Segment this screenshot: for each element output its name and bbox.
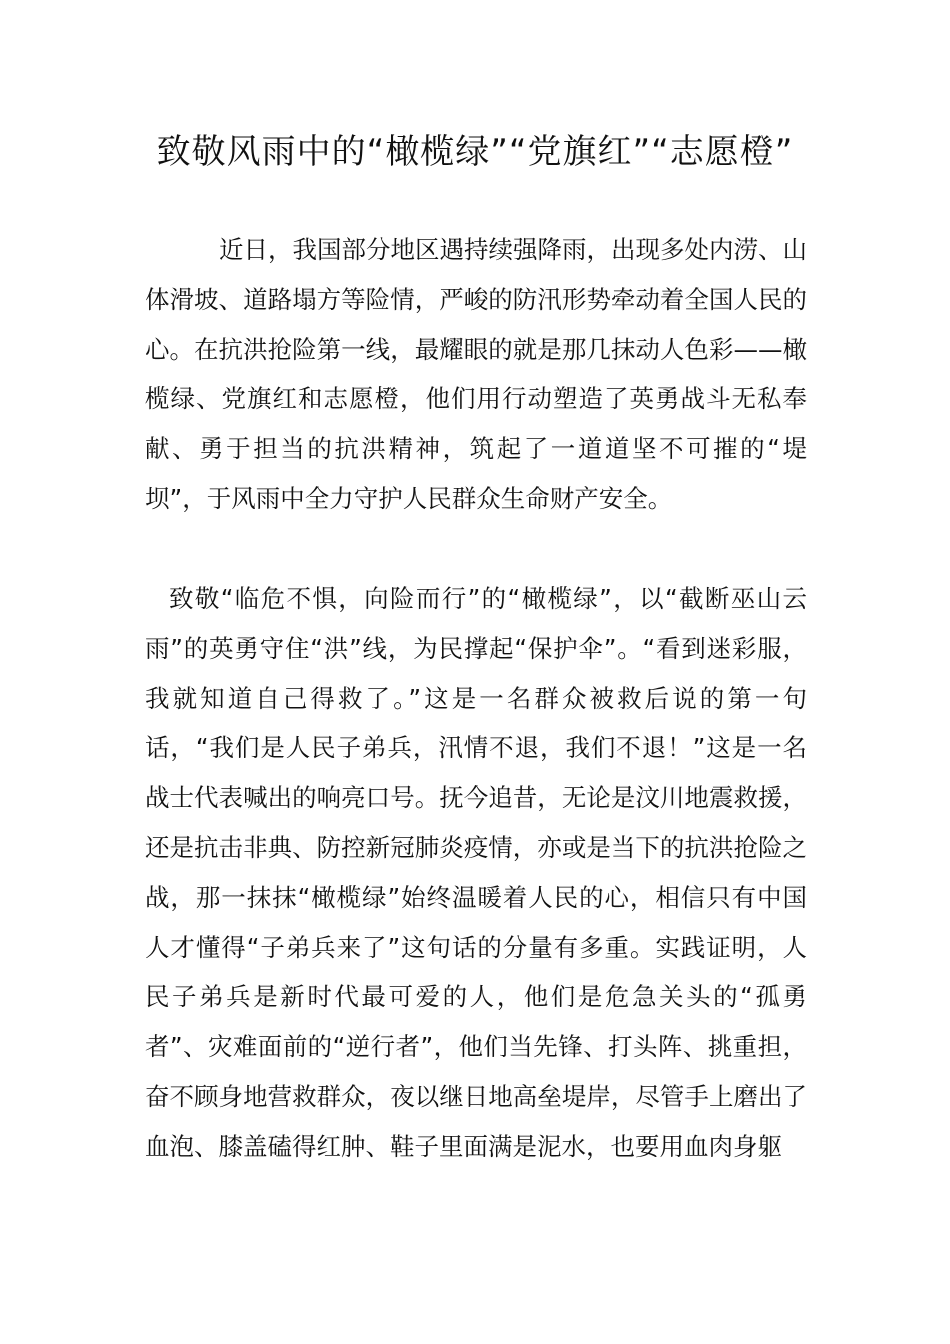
paragraph-1: 近日，我国部分地区遇持续强降雨，出现多处内涝、山体滑坡、道路塌方等险情，严峻的防汛形势牵动着全国人民的心。在抗洪抢险第一线，最耀眼的就是那几抹动人色彩——橄榄绿、党旗红和志愿橙，他们用行动塑造了英勇战斗无私奉献、勇于担当的抗洪精神，筑起了一道道坚不可摧的“堤坝”，于风雨中全力守护人民群众生命财产安全。 — [145, 235, 807, 513]
document-title: 致敬风雨中的“橄榄绿”“党旗红”“志愿橙” — [156, 132, 794, 172]
paragraph-2: 致敬“临危不惧，向险而行”的“橄榄绿”，以“截断巫山云雨”的英勇守住“洪”线，为民撑起“保护伞”。“看到迷彩服，我就知道自己得救了。”这是一名群众被救后说的第一句话，“我们是人民子弟兵，汛情不退，我们不退！”这是一名战士代表喊出的响亮口号。抚今追昔，无论是汶川地震救援，还是抗击非典、防控新冠肺炎疫情，亦或是当下的抗洪抢险之战，那一抹抹“橄榄绿”始终温暖着人民的心，相信只有中国人才懂得“子弟兵来了”这句话的分量有多重。实践证明，人民子弟兵是新时代最可爱的人，他们是危急关头的“孤勇者”、灾难面前的“逆行者”，他们当先锋、打头阵、挑重担，奋不顾身地营救群众，夜以继日地高垒堤岸，尽管手上磨出了血泡、膝盖磕得红肿、鞋子里面满是泥水，也要用血肉身躯 — [145, 584, 807, 1161]
